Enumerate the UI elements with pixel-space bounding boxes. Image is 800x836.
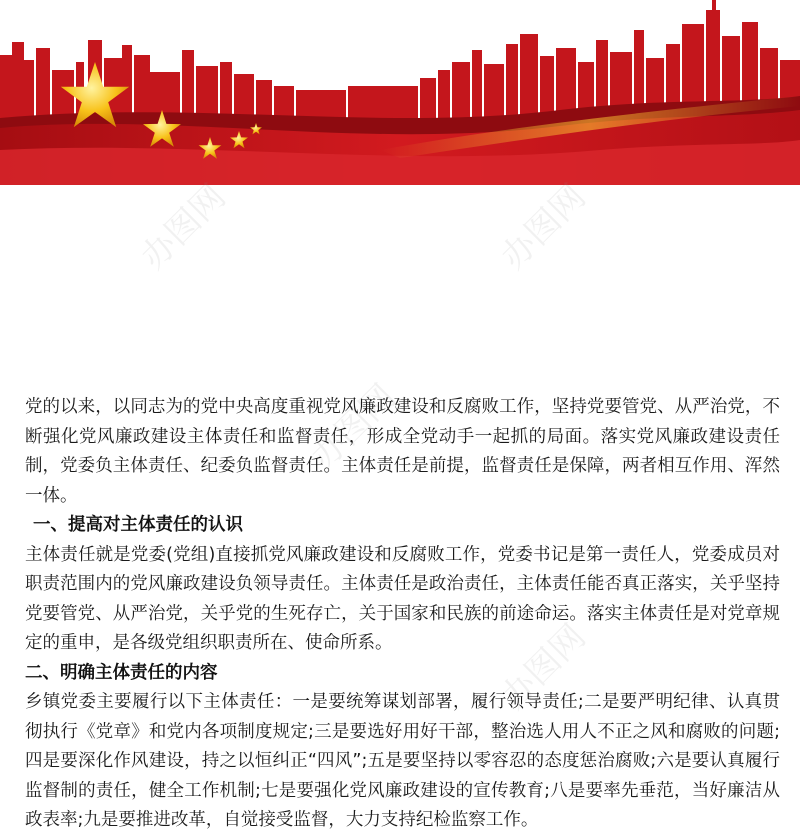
section-1-paragraph: 主体责任就是党委(党组)直接抓党风廉政建设和反腐败工作，党委书记是第一责任人，党委成员对职责范围内的党风廉政建设负领导责任。主体责任是政治责任，主体责任能否真正落实，关乎坚持党要管党、从严治党，关乎党的生死存亡，关于国家和民族的前途命运。落实主体责任是对党章规定的重申，是各级党组织职责所在、使命所系。 [25,544,780,653]
section-1-heading: 一、提高对主体责任的认识 [33,515,243,535]
header-banner [0,0,800,185]
watermark: 办图网 [493,616,594,718]
watermark: 办图网 [493,176,594,278]
section-2-paragraph: 乡镇党委主要履行以下主体责任：一是要统筹谋划部署，履行领导责任;二是要严明纪律、认真贯彻执行《党章》和党内各项制度规定;三是要选好用好干部，整治选人用人不正之风和腐败的问题;四是要深化作风建设，持之以恒纠正“四风”;五是要坚持以零容忍的态度惩治腐败;六是要认真履行监督制的责任，健全工作机制;七是要强化党风廉政建设的宣传教育;八是要率先垂范，当好廉洁从政表率;九是要推进改革，自觉接受监督，大力支持纪检监察工作。 [25,692,780,830]
document-body [25,393,780,836]
watermark: 办图网 [133,176,234,278]
intro-paragraph: 党的以来，以同志为的党中央高度重视党风廉政建设和反腐败工作，坚持党要管党、从严治党，不断强化党风廉政建设主体责任和监督责任，形成全党动手一起抓的局面。落实党风廉政建设责任制，党委负主体责任、纪委负监督责任。主体责任是前提，监督责任是保障，两者相互作用、浑然一体。 [25,397,780,506]
section-2-heading: 二、明确主体责任的内容 [25,662,218,683]
watermark: 办图网 [303,376,404,478]
